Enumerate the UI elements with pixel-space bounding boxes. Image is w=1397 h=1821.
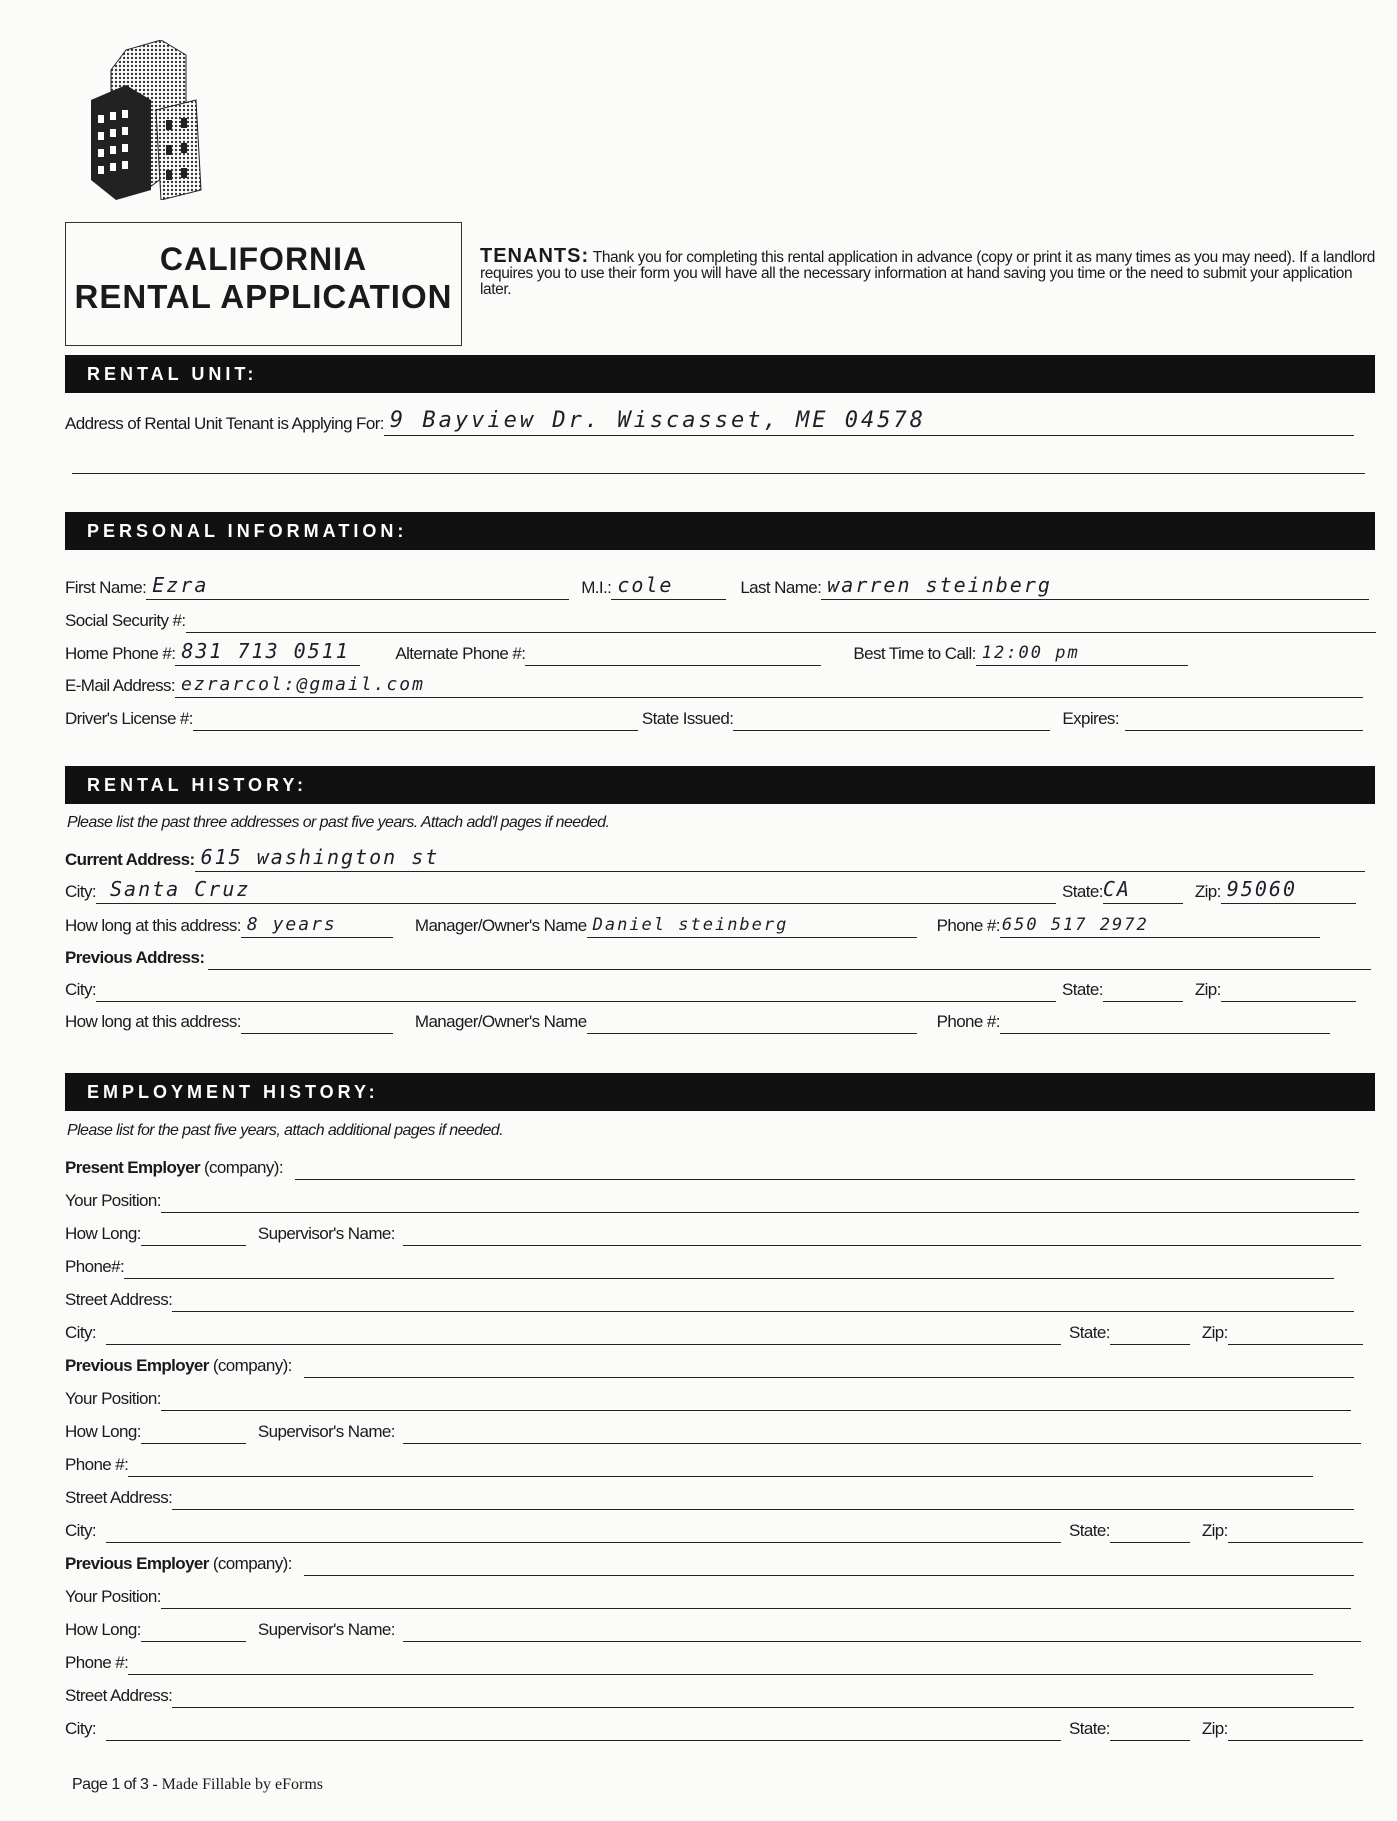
mi-field[interactable] [611, 574, 726, 600]
home-phone-label: Home Phone #: [65, 644, 176, 663]
previous-phone-1-label: Phone #: [65, 1455, 129, 1474]
ssn-row [65, 607, 1376, 633]
previous-street-2-label: Street Address: [65, 1686, 173, 1705]
email-value: ezrarcol:@gmail.com [181, 674, 425, 695]
best-time-label: Best Time to Call: [853, 644, 976, 663]
prev-manager-label: Manager/Owner's Name [414, 1012, 587, 1031]
mi-label: M.I.: [581, 578, 612, 597]
form-title-box [65, 222, 462, 346]
city-field[interactable] [96, 878, 1056, 904]
previous-supervisor-1-label: Supervisor's Name: [257, 1422, 395, 1441]
previous-phone-1-row [65, 1451, 1313, 1477]
title-line-1: CALIFORNIA [159, 241, 368, 277]
page-footer [72, 1776, 323, 1794]
previous-city-2-row [65, 1715, 1363, 1741]
last-name-label: Last Name: [740, 578, 822, 597]
present-employer-field[interactable] [295, 1154, 1355, 1180]
previous-state-2-field[interactable] [1110, 1715, 1190, 1741]
present-supervisor-label: Supervisor's Name: [257, 1224, 395, 1243]
how-long-field[interactable] [241, 912, 393, 938]
state-field[interactable] [1103, 878, 1183, 904]
present-street-field[interactable] [172, 1286, 1354, 1312]
employment-note: Please list for the past five years, attach additional pages if needed. [67, 1122, 503, 1139]
home-phone-field[interactable] [175, 640, 360, 666]
previous-address-field[interactable] [208, 944, 1371, 970]
previous-city-1-row [65, 1517, 1363, 1543]
name-row [65, 574, 1369, 600]
tenants-notice [480, 245, 1375, 298]
best-time-value: 12:00 pm [981, 643, 1080, 663]
license-field[interactable] [193, 705, 638, 731]
previous-howlong-2-row [65, 1616, 1361, 1642]
present-city-row [65, 1319, 1363, 1345]
previous-address-label: Previous Address: [65, 948, 205, 967]
rental-address-field-2[interactable] [72, 448, 1365, 474]
ssn-field[interactable] [186, 607, 1376, 633]
how-long-row [65, 912, 1320, 938]
previous-phone-1-field[interactable] [128, 1451, 1313, 1477]
previous-street-2-field[interactable] [172, 1682, 1354, 1708]
current-address-field[interactable] [195, 846, 1365, 872]
first-name-label: First Name: [65, 578, 147, 597]
prev-how-long-label: How long at this address: [65, 1012, 241, 1031]
present-phone-label: Phone#: [65, 1257, 125, 1276]
previous-state-2-label: State: [1069, 1719, 1110, 1738]
current-address-label: Current Address: [65, 850, 195, 869]
present-state-field[interactable] [1110, 1319, 1190, 1345]
ssn-label: Social Security #: [65, 611, 186, 630]
previous-position-2-row [65, 1583, 1351, 1609]
city-value: Santa Cruz [110, 877, 251, 901]
license-label: Driver's License #: [65, 709, 193, 728]
manager-label: Manager/Owner's Name [414, 916, 587, 935]
prev-city-label: City: [65, 980, 97, 999]
present-street-label: Street Address: [65, 1290, 173, 1309]
first-name-value: Ezra [152, 573, 209, 597]
tenants-text: Thank you for completing this rental application in advance (copy or print it as many times as you may need). If a landlord requires you to use their form you will have all the necessary information at hand saving you time or the need to submit your application later. [480, 249, 1375, 298]
previous-city-2-label: City: [65, 1719, 97, 1738]
previous-company-2-label: (company): [212, 1554, 292, 1573]
rental-address-value: 9 Bayview Dr. Wiscasset, ME 04578 [389, 408, 926, 433]
previous-phone-2-field[interactable] [128, 1649, 1313, 1675]
present-position-row [65, 1187, 1359, 1213]
prev-city-row [65, 976, 1356, 1002]
previous-supervisor-1-field[interactable] [403, 1418, 1361, 1444]
manager-value: Daniel steinberg [592, 915, 789, 935]
previous-state-1-label: State: [1069, 1521, 1110, 1540]
expires-label: Expires: [1062, 709, 1119, 728]
present-phone-field[interactable] [124, 1253, 1334, 1279]
previous-company-1-label: (company): [212, 1356, 292, 1375]
previous-employer-1-label: Previous Employer [65, 1356, 209, 1375]
present-zip-label: Zip: [1201, 1323, 1228, 1342]
previous-position-1-row [65, 1385, 1351, 1411]
email-label: E-Mail Address: [65, 676, 176, 695]
previous-zip-1-field[interactable] [1228, 1517, 1363, 1543]
present-city-field[interactable] [106, 1319, 1061, 1345]
prev-how-long-row [65, 1008, 1330, 1034]
section-rental-history: RENTAL HISTORY: [65, 766, 1375, 804]
previous-how-long-1-field[interactable] [141, 1418, 246, 1444]
made-fillable-text: - Made Fillable by eForms [148, 1776, 323, 1793]
first-name-field[interactable] [146, 574, 569, 600]
email-field[interactable] [175, 672, 1363, 698]
mi-value: cole [617, 573, 674, 597]
prev-manager-field[interactable] [587, 1008, 917, 1034]
previous-supervisor-2-field[interactable] [403, 1616, 1361, 1642]
last-name-field[interactable] [821, 574, 1369, 600]
present-employer-label: Present Employer [65, 1158, 200, 1177]
email-row [65, 672, 1363, 698]
present-street-row [65, 1286, 1354, 1312]
previous-street-1-label: Street Address: [65, 1488, 173, 1507]
prev-phone-label: Phone #: [936, 1012, 1000, 1031]
prev-how-long-field[interactable] [241, 1008, 393, 1034]
previous-position-2-field[interactable] [161, 1583, 1351, 1609]
current-address-row [65, 846, 1365, 872]
previous-position-2-label: Your Position: [65, 1587, 161, 1606]
previous-phone-2-row [65, 1649, 1313, 1675]
expires-field[interactable] [1125, 705, 1363, 731]
home-phone-value: 831 713 0511 [181, 639, 350, 663]
present-supervisor-field[interactable] [403, 1220, 1361, 1246]
previous-position-1-field[interactable] [161, 1385, 1351, 1411]
previous-street-1-field[interactable] [172, 1484, 1354, 1510]
section-personal-information: PERSONAL INFORMATION: [65, 512, 1375, 550]
previous-employer-1-row [65, 1352, 1354, 1378]
previous-phone-2-label: Phone #: [65, 1653, 129, 1672]
present-position-label: Your Position: [65, 1191, 161, 1210]
previous-howlong-1-row [65, 1418, 1361, 1444]
rental-address-field[interactable] [384, 410, 1354, 436]
last-name-value: warren steinberg [827, 573, 1052, 597]
previous-city-2-field[interactable] [106, 1715, 1061, 1741]
previous-zip-1-label: Zip: [1201, 1521, 1228, 1540]
title-line-2: RENTAL APPLICATION [74, 278, 453, 315]
phone-label: Phone #: [936, 916, 1000, 935]
section-rental-unit: RENTAL UNIT: [65, 355, 1375, 393]
previous-how-long-1-label: How Long: [65, 1422, 141, 1441]
best-time-field[interactable] [976, 640, 1188, 666]
present-employer-row [65, 1154, 1355, 1180]
city-label: City: [65, 882, 97, 901]
previous-how-long-2-field[interactable] [141, 1616, 246, 1642]
previous-street-1-row [65, 1484, 1354, 1510]
phone-row [65, 640, 1188, 666]
previous-city-1-label: City: [65, 1521, 97, 1540]
section-employment-history: EMPLOYMENT HISTORY: [65, 1073, 1375, 1111]
previous-employer-2-row [65, 1550, 1354, 1576]
previous-city-1-field[interactable] [106, 1517, 1061, 1543]
present-how-long-field[interactable] [141, 1220, 246, 1246]
previous-zip-2-field[interactable] [1228, 1715, 1363, 1741]
present-zip-field[interactable] [1228, 1319, 1363, 1345]
rental-address-row-2 [72, 448, 1365, 474]
manager-field[interactable] [587, 912, 917, 938]
phone-field[interactable] [1000, 912, 1320, 938]
zip-field[interactable] [1221, 878, 1356, 904]
alt-phone-field[interactable] [525, 640, 821, 666]
state-issued-field[interactable] [733, 705, 1050, 731]
previous-address-row [65, 944, 1371, 970]
how-long-label: How long at this address: [65, 916, 241, 935]
prev-state-label: State: [1062, 980, 1103, 999]
present-how-long-label: How Long: [65, 1224, 141, 1243]
state-label: State: [1062, 882, 1103, 901]
city-row [65, 878, 1356, 904]
phone-value: 650 517 2972 [1001, 915, 1149, 935]
prev-state-field[interactable] [1103, 976, 1183, 1002]
tenants-label: TENANTS: [480, 245, 590, 267]
page-number: Page 1 of 3 [72, 1776, 149, 1793]
previous-how-long-2-label: How Long: [65, 1620, 141, 1639]
rental-address-label: Address of Rental Unit Tenant is Applying For: [65, 414, 384, 433]
previous-employer-1-field[interactable] [304, 1352, 1354, 1378]
previous-street-2-row [65, 1682, 1354, 1708]
buildings-logo-icon [86, 40, 206, 200]
present-position-field[interactable] [161, 1187, 1359, 1213]
previous-supervisor-2-label: Supervisor's Name: [257, 1620, 395, 1639]
alt-phone-label: Alternate Phone #: [395, 644, 526, 663]
how-long-value: 8 years [246, 914, 337, 935]
prev-zip-field[interactable] [1221, 976, 1356, 1002]
prev-city-field[interactable] [96, 976, 1056, 1002]
prev-phone-field[interactable] [1000, 1008, 1330, 1034]
rental-history-note: Please list the past three addresses or past five years. Attach add'l pages if needed. [67, 814, 610, 831]
present-company-label: (company): [203, 1158, 283, 1177]
present-city-label: City: [65, 1323, 97, 1342]
state-value: CA [1102, 877, 1131, 901]
state-issued-label: State Issued: [641, 709, 734, 728]
previous-employer-2-label: Previous Employer [65, 1554, 209, 1573]
previous-employer-2-field[interactable] [304, 1550, 1354, 1576]
present-phone-row [65, 1253, 1334, 1279]
zip-label: Zip: [1194, 882, 1221, 901]
previous-zip-2-label: Zip: [1201, 1719, 1228, 1738]
previous-position-1-label: Your Position: [65, 1389, 161, 1408]
present-state-label: State: [1069, 1323, 1110, 1342]
rental-address-row [65, 410, 1354, 436]
previous-state-1-field[interactable] [1110, 1517, 1190, 1543]
zip-value: 95060 [1226, 877, 1298, 901]
current-address-value: 615 washington st [200, 845, 440, 869]
prev-zip-label: Zip: [1194, 980, 1221, 999]
license-row [65, 705, 1363, 731]
present-howlong-row [65, 1220, 1361, 1246]
